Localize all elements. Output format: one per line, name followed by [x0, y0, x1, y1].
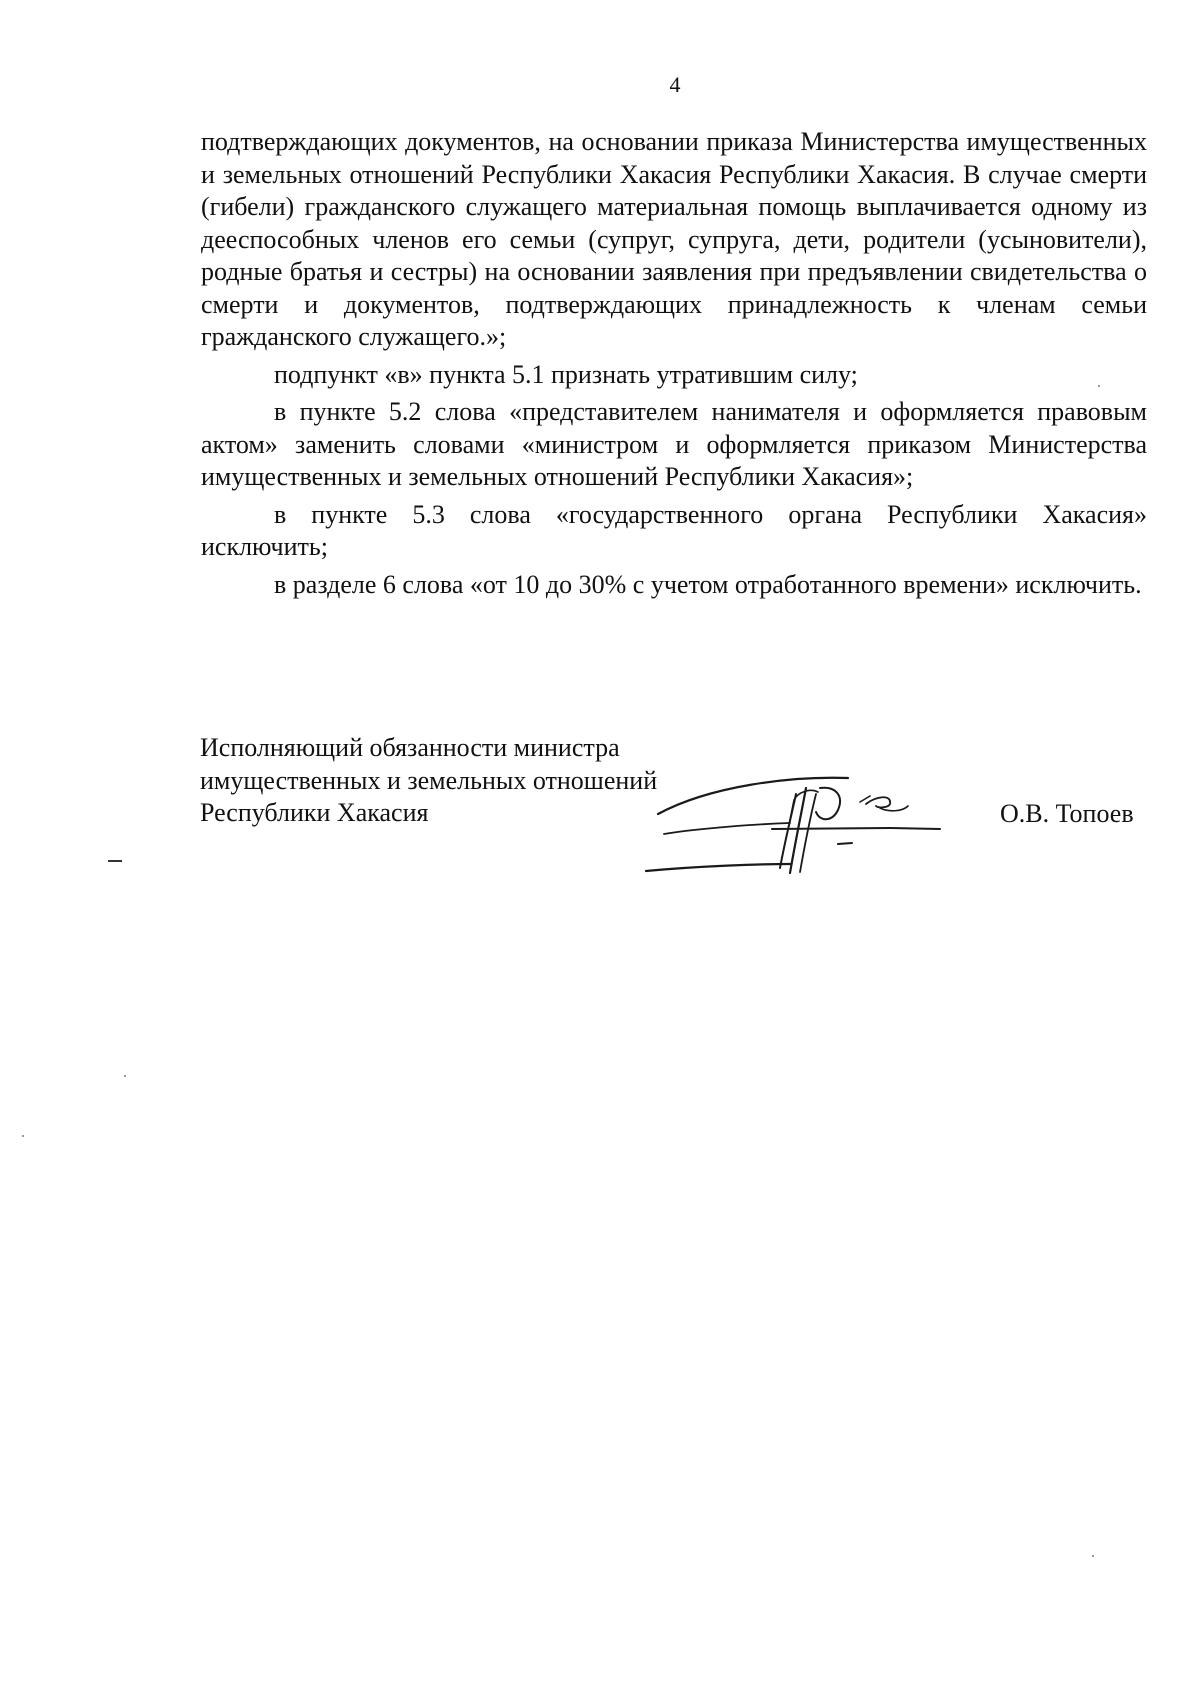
signatory-position-line: имущественных и земельных отношений	[200, 765, 658, 795]
scan-artifact-dot	[124, 1075, 126, 1077]
signatory-name: О.В. Топоев	[1000, 799, 1134, 828]
signatory-position-line: Исполняющий обязанности министра	[200, 733, 620, 762]
paragraph-section-6: в разделе 6 слова «от 10 до 30% с учетом отработанного времени» исключить.	[274, 569, 1142, 599]
handwritten-signature	[640, 768, 970, 886]
scan-artifact-dot	[22, 1135, 24, 1137]
signatory-position	[200, 732, 657, 830]
scan-artifact-dot	[1092, 1555, 1094, 1557]
document-body	[201, 126, 1147, 601]
paragraph-subitem-5-1: подпункт «в» пункта 5.1 признать утратившим силу;	[274, 359, 858, 389]
scan-artifact-dot	[1098, 385, 1100, 387]
signatory-position-line: Республики Хакасия	[200, 798, 429, 827]
page-number: 4	[669, 72, 681, 97]
paragraph-item-5-3: в пункте 5.3 слова «государственного органа Республики Хакасия» исключить;	[201, 499, 1147, 561]
scan-artifact-mark	[108, 860, 122, 862]
signature-block	[200, 732, 1146, 872]
paragraph-continuation: подтверждающих документов, на основании приказа Министерства имущественных и земельных отношений Республики Хакасия Республики Хакасия. В случае смерти (гибели) гражданского служащего материальная помощь выплачивается одному из дееспособных членов его семьи (супруг, супруга, дети, родители (усыновители), родные братья и сестры) на основании заявления при предъявлении свидетельства о смерти и документов, подтверждающих принадлежность к членам семьи гражданского служащего.»;	[201, 127, 1147, 351]
paragraph-item-5-2: в пункте 5.2 слова «представителем нанимателя и оформляется правовым актом» заменить словами «министром и оформляется приказом Министерства имущественных и земельных отношений Республики Хакасия»;	[201, 397, 1147, 491]
